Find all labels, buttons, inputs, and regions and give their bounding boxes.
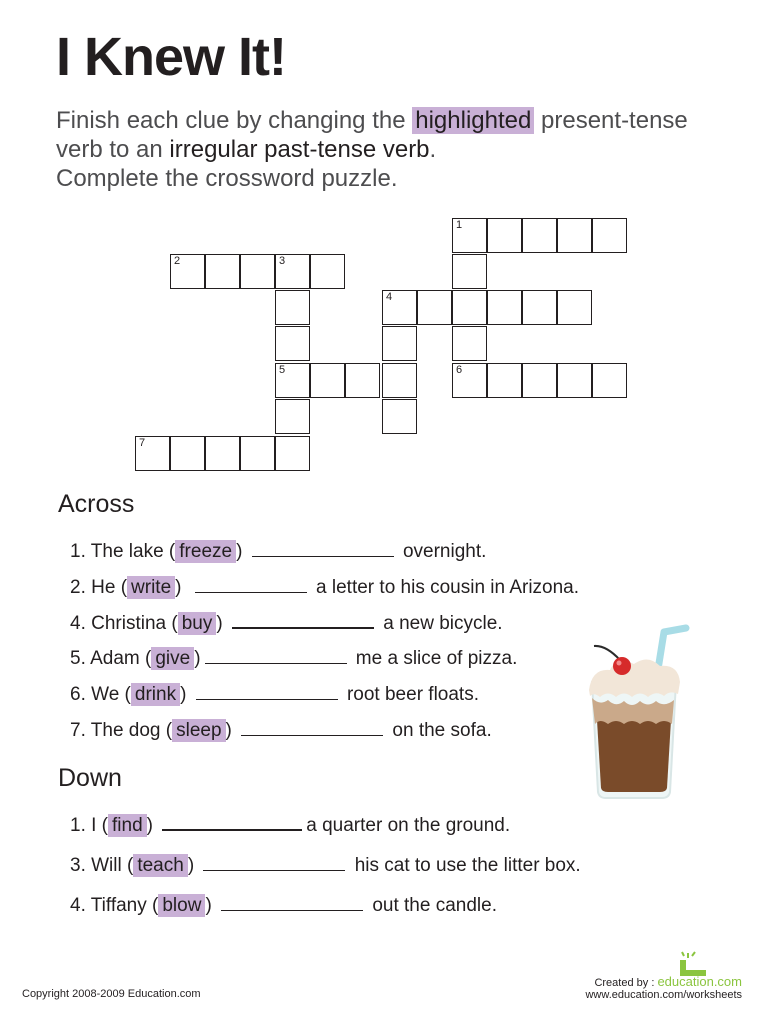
instructions-line1-pre: Finish each clue by changing the	[56, 107, 406, 134]
clue-verb: teach	[133, 854, 187, 877]
crossword-cell[interactable]	[487, 363, 522, 398]
highlight-example: highlighted	[412, 107, 534, 134]
answer-blank[interactable]	[241, 734, 383, 736]
across-heading: Across	[58, 490, 135, 518]
clue-suffix: his cat to use the litter box.	[354, 855, 581, 876]
cherry-stem-icon	[594, 646, 620, 660]
created-by-label: Created by :	[594, 977, 655, 989]
across-clue	[70, 647, 517, 671]
crossword-cell[interactable]	[135, 436, 170, 471]
clue-verb: blow	[158, 894, 205, 917]
cherry-icon	[613, 657, 631, 675]
clue-close: )	[216, 613, 223, 634]
crossword-grid	[0, 0, 768, 480]
clue-suffix: me a slice of pizza.	[355, 648, 518, 669]
crossword-cell[interactable]	[345, 363, 380, 398]
across-clue	[70, 683, 479, 707]
instructions-line2-bold: irregular past-tense verb	[169, 136, 430, 163]
clue-close: )	[175, 577, 182, 598]
clue-prefix: 1. I (	[70, 815, 109, 836]
instructions-line2-pre: verb to an	[56, 136, 163, 163]
clue-close: )	[194, 648, 201, 669]
clue-number: 7	[139, 437, 146, 449]
clue-close: )	[236, 541, 243, 562]
root-beer-icon	[597, 720, 671, 792]
clue-prefix: 4. Christina (	[70, 613, 178, 634]
clue-prefix: 7. The dog (	[70, 720, 173, 741]
clue-suffix: a quarter on the ground.	[306, 815, 511, 836]
crossword-cell[interactable]	[592, 363, 627, 398]
worksheets-url[interactable]: www.education.com/worksheets	[585, 989, 742, 1001]
clue-verb: freeze	[175, 540, 236, 563]
clue-verb: sleep	[172, 719, 225, 742]
crossword-cell[interactable]	[522, 290, 557, 325]
clue-number: 1	[456, 219, 463, 231]
page-title: I Knew It!	[56, 27, 286, 87]
clue-number: 2	[174, 255, 181, 267]
crossword-cell[interactable]	[310, 254, 345, 289]
crossword-cell[interactable]	[382, 290, 417, 325]
clue-suffix: a letter to his cousin in Arizona.	[316, 577, 580, 598]
crossword-cell[interactable]	[275, 436, 310, 471]
answer-blank[interactable]	[195, 591, 307, 593]
clue-suffix: root beer floats.	[346, 684, 479, 705]
brand-name: education.com	[657, 974, 742, 989]
down-clue	[70, 814, 510, 838]
crossword-cell[interactable]	[557, 363, 592, 398]
crossword-cell[interactable]	[275, 363, 310, 398]
clue-suffix: out the candle.	[372, 895, 497, 916]
answer-blank[interactable]	[221, 909, 363, 911]
clue-prefix: 6. We (	[70, 684, 131, 705]
crossword-cell[interactable]	[382, 326, 417, 361]
answer-blank[interactable]	[232, 626, 374, 629]
root-beer-float-illustration	[586, 620, 696, 805]
clue-verb: find	[108, 814, 147, 837]
answer-blank[interactable]	[205, 662, 347, 664]
crossword-cell[interactable]	[452, 254, 487, 289]
clue-suffix: on the sofa.	[392, 720, 492, 741]
crossword-cell[interactable]	[522, 363, 557, 398]
crossword-cell[interactable]	[170, 254, 205, 289]
down-heading: Down	[58, 764, 122, 792]
crossword-cell[interactable]	[240, 436, 275, 471]
crossword-cell[interactable]	[240, 254, 275, 289]
clue-number: 3	[279, 255, 286, 267]
crossword-cell[interactable]	[205, 254, 240, 289]
crossword-cell[interactable]	[205, 436, 240, 471]
clue-number: 4	[386, 291, 393, 303]
clue-close: )	[146, 815, 153, 836]
crossword-cell[interactable]	[275, 399, 310, 434]
clue-number: 5	[279, 364, 286, 376]
down-clue	[70, 854, 581, 878]
clue-verb: write	[127, 576, 175, 599]
across-clue	[70, 576, 579, 600]
answer-blank[interactable]	[162, 828, 302, 831]
crossword-cell[interactable]	[275, 254, 310, 289]
across-clue	[70, 540, 486, 564]
clue-close: )	[187, 855, 195, 876]
crossword-cell[interactable]	[487, 290, 522, 325]
crossword-cell[interactable]	[417, 290, 452, 325]
crossword-cell[interactable]	[382, 363, 417, 398]
down-clue	[70, 894, 497, 918]
clue-prefix: 4. Tiffany (	[70, 895, 159, 916]
crossword-cell[interactable]	[170, 436, 205, 471]
instructions-line1-post: present-tense	[541, 107, 688, 134]
clue-close: )	[225, 720, 232, 741]
crossword-cell[interactable]	[557, 218, 592, 253]
across-clue	[70, 612, 503, 636]
clue-verb: buy	[178, 612, 217, 635]
clue-number: 6	[456, 364, 463, 376]
crossword-cell[interactable]	[275, 326, 310, 361]
crossword-cell[interactable]	[592, 218, 627, 253]
crossword-cell[interactable]	[452, 218, 487, 253]
crossword-cell[interactable]	[310, 363, 345, 398]
answer-blank[interactable]	[196, 698, 338, 700]
clue-verb: drink	[131, 683, 180, 706]
crossword-cell[interactable]	[487, 218, 522, 253]
crossword-cell[interactable]	[557, 290, 592, 325]
clue-suffix: a new bicycle.	[383, 613, 503, 634]
footer-credit	[585, 974, 742, 1001]
clue-prefix: 3. Will (	[70, 855, 134, 876]
crossword-cell[interactable]	[382, 399, 417, 434]
crossword-cell[interactable]	[275, 290, 310, 325]
answer-blank[interactable]	[252, 555, 394, 557]
answer-blank[interactable]	[203, 869, 345, 871]
crossword-cell[interactable]	[452, 290, 487, 325]
instructions-line3: Complete the crossword puzzle.	[56, 165, 398, 192]
instructions-line2-post: .	[429, 136, 437, 163]
clue-suffix: overnight.	[402, 541, 487, 562]
clue-prefix: 1. The lake (	[70, 541, 176, 562]
ice-cream-icon	[589, 659, 680, 697]
clue-close: )	[180, 684, 187, 705]
clue-verb: give	[151, 647, 194, 670]
copyright: Copyright 2008-2009 Education.com	[22, 988, 201, 1000]
crossword-cell[interactable]	[452, 363, 487, 398]
clue-close: )	[205, 895, 212, 916]
crossword-cell[interactable]	[452, 326, 487, 361]
crossword-cell[interactable]	[522, 218, 557, 253]
across-clue	[70, 719, 492, 743]
clue-prefix: 5. Adam (	[70, 648, 152, 669]
clue-prefix: 2. He (	[70, 577, 128, 598]
